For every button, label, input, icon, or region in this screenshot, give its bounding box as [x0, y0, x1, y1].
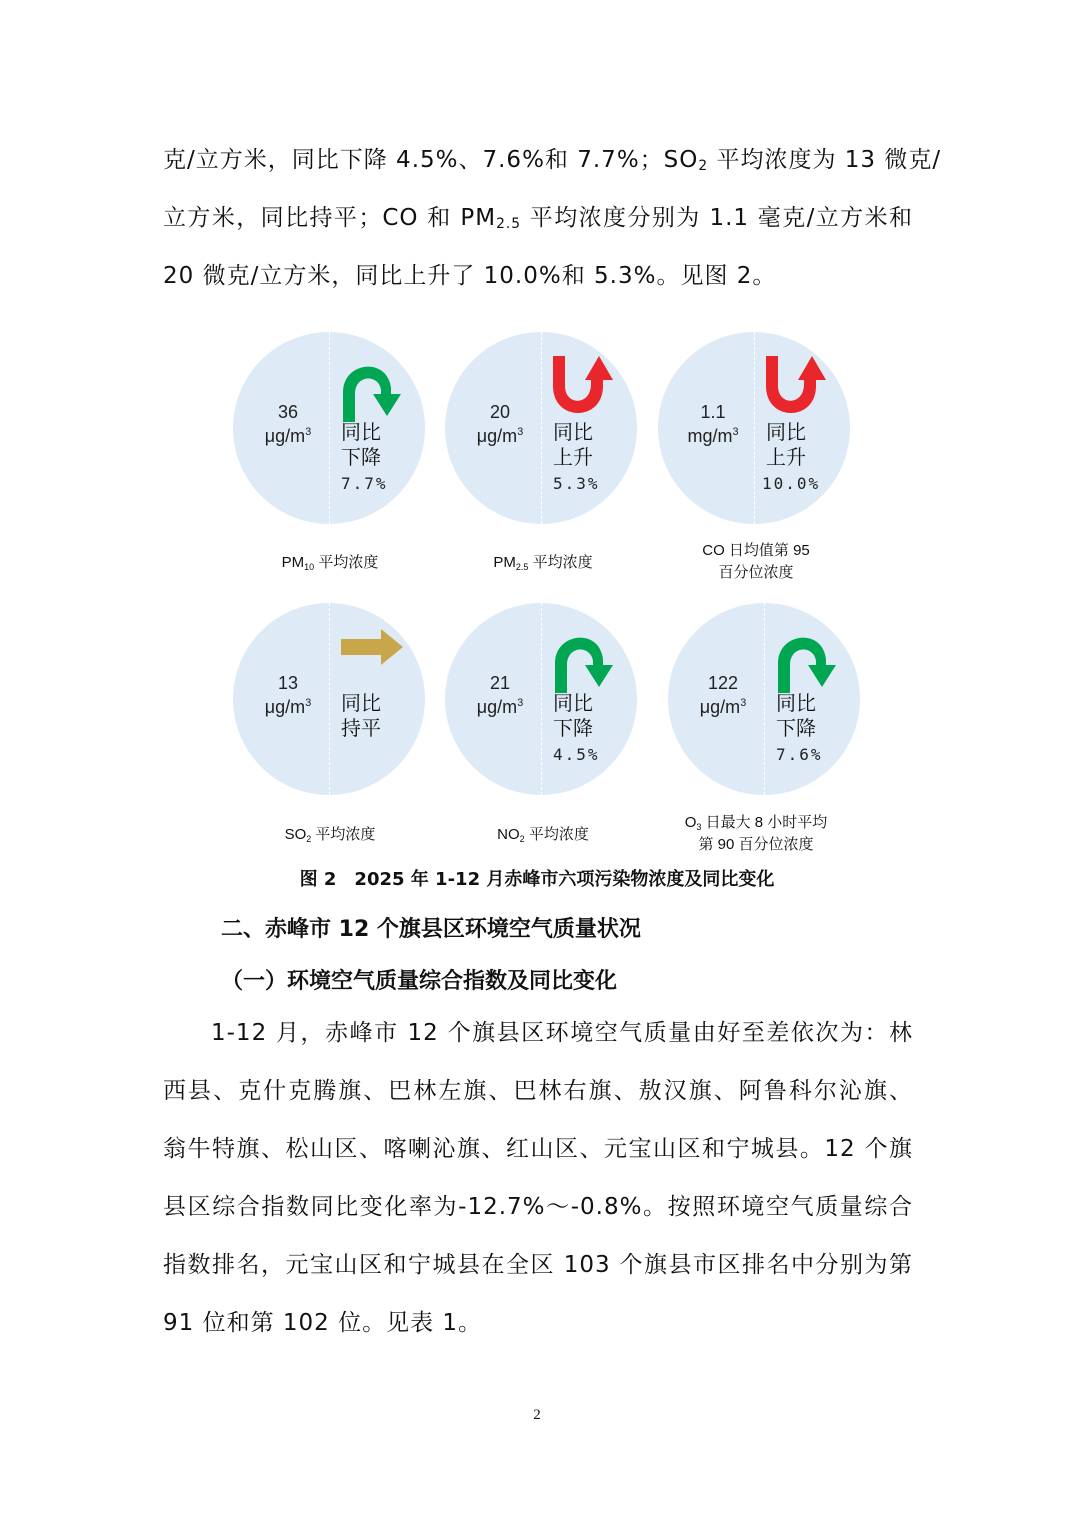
circle-divider: [541, 603, 542, 795]
trend-label: [553, 420, 593, 470]
trend-label-line: 同比: [766, 420, 806, 444]
concentration-value: [463, 400, 537, 448]
trend-down-arrow-icon: [549, 623, 619, 695]
trend-down-arrow-icon: [337, 352, 407, 424]
trend-label-line: 上升: [553, 445, 593, 469]
circle-divider: [329, 332, 330, 524]
value-unit: $mg/m^3$: [687, 426, 739, 446]
trend-up-arrow-icon: [549, 352, 619, 424]
pollutant-circle: [658, 332, 850, 524]
trend-label: [341, 420, 381, 470]
body-line: 县区综合指数同比变化率为-12.7%～-0.8%。按照环境空气质量综合: [163, 1194, 913, 1220]
concentration-value: [676, 400, 750, 448]
concentration-value: [463, 671, 537, 719]
trend-label-line: 下降: [776, 716, 816, 740]
value-number: 1.1: [700, 402, 726, 422]
value-number: 21: [489, 673, 511, 693]
pollutant-caption: $SO_2$ 平均浓度: [284, 826, 376, 844]
change-percent: 4.5%: [553, 745, 600, 764]
circle-divider: [329, 603, 330, 795]
value-unit: $\mu g/m^3$: [264, 697, 312, 717]
body-line: 西县、克什克腾旗、巴林左旗、巴林右旗、敖汉旗、阿鲁科尔沁旗、: [163, 1078, 913, 1104]
pollutant-caption: CO 日均值第 95 百分位浓度: [702, 542, 810, 581]
section-heading: 二、赤峰市 12 个旗县区环境空气质量状况: [221, 917, 641, 942]
value-number: 122: [707, 673, 739, 693]
value-unit: $\mu g/m^3$: [476, 697, 524, 717]
trend-up-arrow-icon: [762, 352, 832, 424]
value-unit: $\mu g/m^3$: [476, 426, 524, 446]
trend-label: [553, 691, 593, 741]
pollutant-circle: [445, 332, 637, 524]
pollutant-circle: [233, 603, 425, 795]
body-line: 指数排名，元宝山区和宁城县在全区 103 个旗县市区排名中分别为第: [163, 1252, 913, 1278]
trend-label-line: 同比: [341, 691, 381, 715]
page-number: 2: [533, 1407, 541, 1423]
intro-line-3: 20 微克/立方米，同比上升了 10.0%和 5.3%。见图 2。: [163, 263, 777, 289]
trend-flat-arrow-icon: [339, 615, 409, 687]
body-line: 1-12 月，赤峰市 12 个旗县区环境空气质量由好至差依次为：林: [211, 1020, 913, 1046]
value-number: 13: [277, 673, 299, 693]
circle-divider: [754, 332, 755, 524]
pollutant-circle: [445, 603, 637, 795]
trend-down-arrow-icon: [772, 623, 842, 695]
trend-label: [341, 691, 381, 741]
concentration-value: [251, 671, 325, 719]
trend-label: [776, 691, 816, 741]
value-unit: $\mu g/m^3$: [264, 426, 312, 446]
intro-line-1: 克/立方米，同比下降 4.5%、7.6%和 7.7%；$SO_2$ 平均浓度为 13 微克/: [163, 147, 942, 174]
intro-line-2: 立方米，同比持平；CO 和 $PM_{2.5}$ 平均浓度分别为 1.1 毫克/立方米和: [163, 205, 914, 232]
circle-divider: [764, 603, 765, 795]
trend-label-line: 持平: [341, 716, 381, 740]
trend-label-line: 上升: [766, 445, 806, 469]
body-line: 翁牛特旗、松山区、喀喇沁旗、红山区、元宝山区和宁城县。12 个旗: [163, 1136, 913, 1162]
pollutant-circle: [233, 332, 425, 524]
trend-label-line: 同比: [776, 691, 816, 715]
value-unit: $\mu g/m^3$: [699, 697, 747, 717]
trend-label-line: 同比: [553, 691, 593, 715]
subsection-heading: （一）环境空气质量综合指数及同比变化: [221, 969, 618, 994]
trend-label-line: 下降: [341, 445, 381, 469]
concentration-value: [686, 671, 760, 719]
change-percent: 10.0%: [762, 474, 821, 493]
change-percent: 7.6%: [776, 745, 823, 764]
concentration-value: [251, 400, 325, 448]
change-percent: 5.3%: [553, 474, 600, 493]
pollutant-caption: $PM_{2.5}$ 平均浓度: [493, 554, 593, 572]
figure-title: 图 2 2025 年 1-12 月赤峰市六项污染物浓度及同比变化: [299, 869, 775, 890]
pollutant-circle: [668, 603, 860, 795]
pollutant-caption: $O_3$ 日最大 8 小时平均 第 90 百分位浓度: [684, 814, 828, 853]
body-paragraph: [163, 1004, 913, 1352]
value-number: 20: [489, 402, 511, 422]
pollutant-caption: $PM_{10}$ 平均浓度: [281, 554, 379, 572]
trend-label-line: 下降: [553, 716, 593, 740]
trend-label: [766, 420, 806, 470]
pollutant-caption: $NO_2$ 平均浓度: [497, 826, 589, 844]
circle-divider: [541, 332, 542, 524]
change-percent: 7.7%: [341, 474, 388, 493]
body-line: 91 位和第 102 位。见表 1。: [163, 1310, 483, 1336]
trend-label-line: 同比: [553, 420, 593, 444]
trend-label-line: 同比: [341, 420, 381, 444]
value-number: 36: [277, 402, 299, 422]
